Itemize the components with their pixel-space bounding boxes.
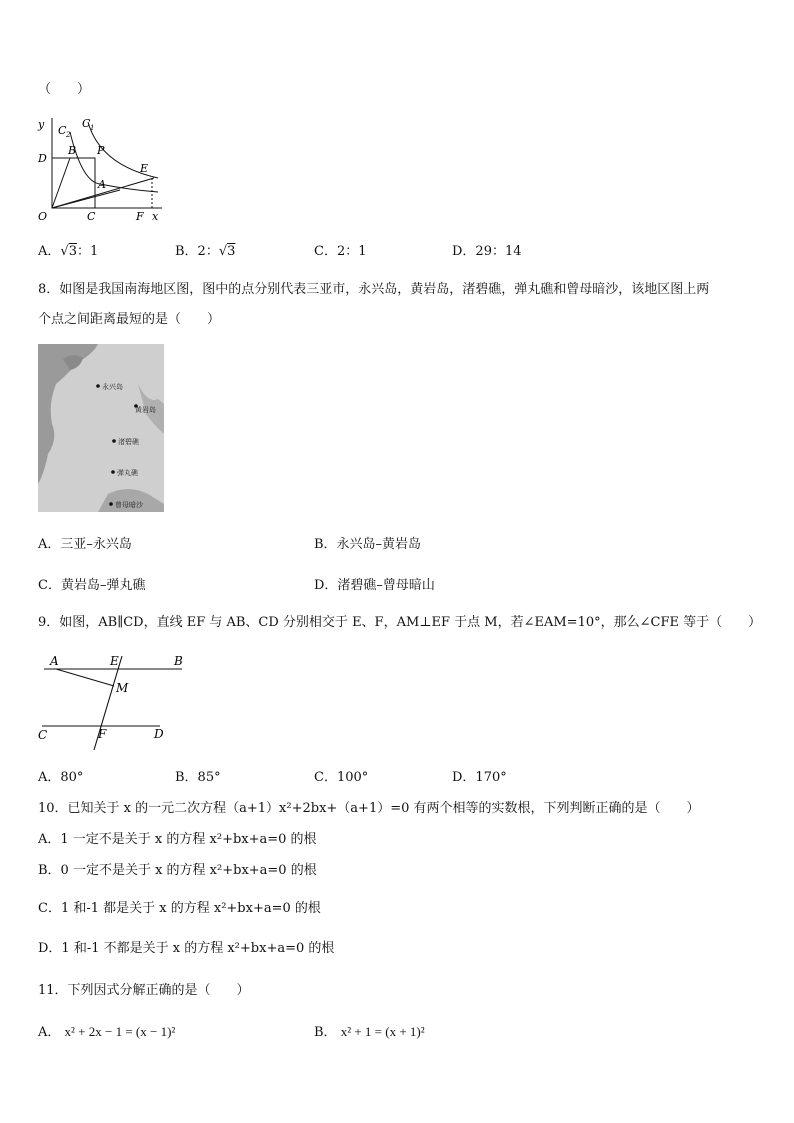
q7-option-b-text: B．2： [175, 244, 219, 259]
q8-option-d[interactable]: D．渚碧礁–曾母暗山 [314, 578, 435, 593]
fig-label-d: D [154, 727, 164, 741]
q7-answer-paren: （ ） [38, 82, 91, 97]
q7-option-c[interactable]: C．2：1 [314, 244, 367, 259]
q10-option-a[interactable]: A．1 一定不是关于 x 的方程 x²+bx+a=0 的根 [38, 832, 317, 847]
q7-hyperbola-figure [30, 110, 170, 225]
q7-option-a[interactable] [38, 242, 98, 262]
fig-label-c1-sub: 1 [90, 124, 95, 132]
fig-label-a: A [50, 654, 59, 668]
map-label-huangyan: 黄岩岛 [135, 406, 156, 414]
q7-option-a-rest: ：1 [76, 244, 99, 259]
q10-option-c[interactable]: C．1 和-1 都是关于 x 的方程 x²+bx+a=0 的根 [38, 901, 321, 916]
sqrt-symbol-icon: √ [60, 244, 69, 259]
fig-label-c1: C [82, 117, 91, 130]
fig-label-f: F [98, 727, 107, 741]
q8-option-b[interactable]: B．永兴岛–黄岩岛 [314, 537, 422, 552]
q11-option-b-letter: B． [314, 1025, 337, 1040]
fig-label-c2-sub: 2 [66, 131, 71, 139]
fig-label-e: E [140, 162, 149, 175]
q8-option-c[interactable]: C．黄岩岛–弹丸礁 [38, 578, 146, 593]
q10-stem: 10．已知关于 x 的一元二次方程（a+1）x²+2bx+（a+1）=0 有两个相等的实数根，下列判断正确的是（ ） [38, 801, 700, 816]
fig-label-c: C [87, 210, 96, 223]
q9-option-c[interactable]: C．100° [314, 770, 369, 785]
q8-option-a[interactable]: A．三亚–永兴岛 [38, 537, 132, 552]
q10-option-d[interactable]: D．1 和-1 不都是关于 x 的方程 x²+bx+a=0 的根 [38, 941, 335, 956]
fig-label-x: x [152, 210, 159, 223]
q9-stem: 9．如图，AB∥CD，直线 EF 与 AB、CD 分别相交于 E、F，AM⊥EF 于点 M，若∠EAM=10°，那么∠CFE 等于（ ） [38, 615, 762, 630]
q8-south-china-sea-map [38, 344, 164, 512]
fig-label-f: F [136, 210, 144, 223]
map-label-yongxing: 永兴岛 [102, 383, 123, 391]
q7-option-a-radicand: 3 [68, 244, 77, 259]
q11-option-a[interactable] [38, 1022, 175, 1043]
q11-option-a-letter: A． [38, 1025, 61, 1040]
q9-option-b[interactable]: B．85° [175, 770, 221, 785]
q7-option-d[interactable]: D．29：14 [452, 244, 522, 259]
fig-label-p: P [97, 144, 105, 157]
q8-stem-line1: 8．如图是我国南海地区图，图中的点分别代表三亚市，永兴岛，黄岩岛，渚碧礁，弹丸礁和曾母暗沙，该地区图上两 [38, 282, 710, 297]
q10-option-b[interactable]: B．0 一定不是关于 x 的方程 x²+bx+a=0 的根 [38, 863, 317, 878]
sqrt-symbol-icon: √ [218, 244, 228, 259]
fig-label-e: E [110, 654, 119, 668]
fig-label-c: C [38, 728, 48, 742]
fig-label-b: B [174, 654, 183, 668]
fig-label-d: D [38, 152, 47, 165]
fig-label-o: O [38, 210, 48, 223]
q11-option-b-math: x² + 1 = (x + 1)² [340, 1024, 425, 1039]
map-label-zengmu: 曾母暗沙 [115, 501, 143, 509]
q9-option-a[interactable]: A．80° [38, 770, 84, 785]
map-label-danwan: 弹丸礁 [117, 469, 138, 477]
q11-stem: 11．下列因式分解正确的是（ ） [38, 983, 250, 998]
q7-option-b-radicand: 3 [227, 244, 236, 259]
q7-option-b[interactable] [175, 242, 235, 262]
q9-parallel-lines-figure [36, 648, 191, 753]
fig-label-b: B [68, 144, 77, 157]
fig-label-y: y [38, 118, 45, 131]
map-label-zhubi: 渚碧礁 [118, 438, 139, 446]
q8-stem-line2: 个点之间距离最短的是（ ） [38, 312, 221, 327]
q11-option-a-math: x² + 2x − 1 = (x − 1)² [64, 1024, 176, 1039]
q11-option-b[interactable] [314, 1022, 425, 1043]
q7-option-a-letter: A． [38, 244, 61, 259]
fig-label-a: A [98, 178, 106, 191]
fig-label-c2: C [58, 124, 67, 137]
q9-option-d[interactable]: D．170° [452, 770, 507, 785]
fig-label-m: M [116, 681, 129, 695]
